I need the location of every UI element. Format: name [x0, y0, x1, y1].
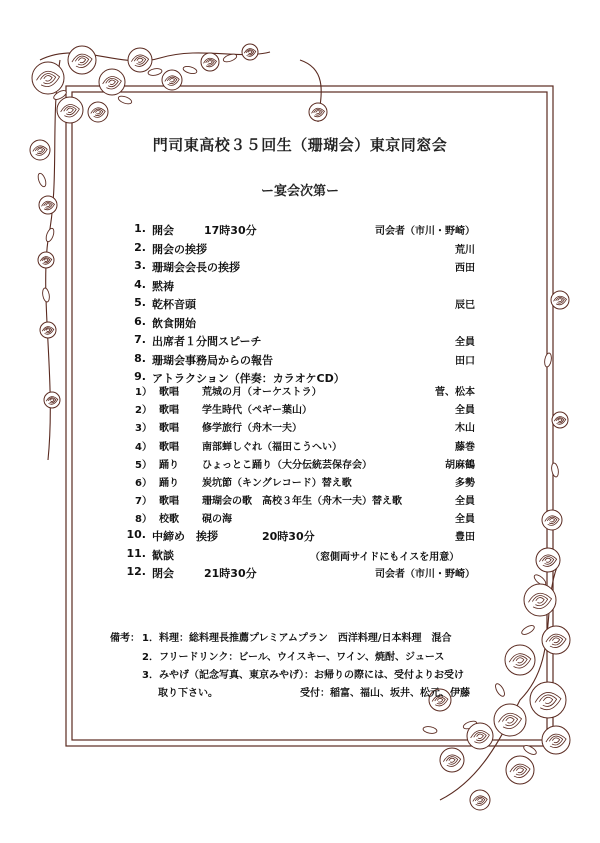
item-label: 開会 — [152, 224, 174, 237]
item-number: 3. — [134, 259, 146, 272]
item-number: 10. — [126, 528, 146, 541]
item-assignee: 全員 — [455, 337, 475, 348]
item-number: 8. — [134, 351, 146, 365]
page-title: 門司東高校３５回生（珊瑚会）東京同窓会 — [152, 136, 448, 154]
item-assignee: 司会者（市川・野崎） — [375, 226, 475, 237]
item-assignee: 胡麻鶴 — [445, 459, 475, 471]
rose-ornament — [68, 46, 96, 74]
rose-ornament — [40, 322, 56, 338]
leaf-ornament — [494, 682, 507, 697]
item-assignee: 全員 — [455, 496, 475, 508]
item-label: 珊瑚会会長の挨拶 — [152, 261, 240, 274]
leaf-ornament — [551, 463, 560, 478]
rose-ornament — [524, 584, 556, 616]
item-kind: 校歌 — [159, 514, 179, 526]
item-kind: 歌唱 — [159, 423, 179, 435]
item-kind: 歌唱 — [159, 387, 179, 398]
leaf-ornament — [148, 68, 163, 77]
rose-ornament — [505, 645, 535, 675]
reception-staff: 受付：稲富、福山、坂井、松元、伊藤 — [300, 688, 470, 699]
item-label: 歓談 — [152, 548, 174, 562]
item-number: 1） — [135, 387, 152, 398]
item-assignee: 荒川 — [455, 244, 475, 256]
item-label: アトラクション（伴奏：カラオケCD） — [152, 372, 345, 385]
rose-ornament — [440, 748, 464, 772]
item-time: 20時30分 — [262, 530, 315, 543]
rose-ornament — [494, 704, 526, 736]
item-piece: 荒城の月（オーケストラ） — [202, 387, 322, 398]
note-continuation: 取り下さい。 — [158, 688, 218, 699]
item-assignee: 辰巳 — [455, 300, 475, 311]
item-assignee: 豊田 — [455, 532, 475, 543]
rose-ornament — [44, 392, 60, 408]
rose-ornament — [536, 548, 560, 572]
item-number: 7） — [135, 496, 152, 508]
rose-ornament — [551, 291, 569, 309]
rose-ornament — [542, 510, 562, 530]
note-item: 3．みやげ（記念写真、東京みやげ）：お帰りの際には、受付よりお受け — [142, 670, 464, 681]
rose-ornament — [201, 53, 219, 71]
item-number: 12. — [126, 565, 146, 578]
item-piece: 修学旅行（舟木一夫） — [202, 423, 302, 435]
item-piece: 南部蝉しぐれ（福田こうへい） — [202, 441, 342, 453]
item-number: 9. — [134, 370, 146, 383]
item-kind: 歌唱 — [159, 496, 179, 508]
item-number: 5） — [135, 459, 152, 471]
item-assignee: 司会者（市川・野崎） — [375, 569, 475, 580]
item-time: 21時30分 — [204, 567, 257, 580]
rose-ornament — [88, 102, 108, 122]
item-assignee: 田口 — [455, 355, 475, 367]
leaf-ornament — [45, 227, 56, 242]
item-assignee: 菅、松本 — [435, 387, 475, 398]
item-label: 乾杯音頭 — [152, 298, 196, 311]
leaf-ornament — [42, 288, 51, 303]
rose-ornament — [99, 69, 125, 95]
rose-ornament — [57, 97, 83, 123]
rose-ornament — [470, 790, 490, 810]
item-assignee: 藤巻 — [455, 441, 475, 453]
item-label: 出席者１分間スピーチ — [152, 335, 262, 348]
note-item: 1．料理：総料理長推薦プレミアムプラン 西洋料理/日本料理 混合 — [142, 633, 452, 644]
item-piece: 硯の海 — [202, 514, 232, 526]
item-number: 4） — [135, 441, 152, 453]
item-note: （窓側両サイドにもイスを用意） — [310, 551, 460, 563]
item-label: 閉会 — [152, 567, 174, 580]
item-time: 17時30分 — [204, 224, 257, 237]
item-number: 6） — [135, 478, 152, 489]
item-label: 珊瑚会事務局からの報告 — [152, 353, 273, 367]
item-piece: 珊瑚会の歌 高校３年生（舟木一夫）替え歌 — [202, 496, 402, 508]
item-label: 飲食開始 — [152, 316, 196, 330]
rose-ornament — [552, 412, 568, 428]
item-label: 黙祷 — [152, 279, 174, 293]
rose-ornament — [530, 682, 566, 718]
item-number: 5. — [134, 296, 146, 309]
item-kind: 踊り — [159, 459, 179, 471]
item-number: 11. — [126, 546, 146, 560]
item-number: 7. — [134, 333, 146, 346]
rose-ornament — [506, 756, 534, 784]
rose-ornament — [32, 62, 64, 94]
item-kind: 踊り — [159, 478, 179, 489]
leaf-ornament — [182, 65, 197, 75]
rose-ornament — [467, 723, 493, 749]
item-assignee: 全員 — [455, 514, 475, 526]
item-number: 1. — [134, 222, 146, 235]
item-assignee: 木山 — [455, 423, 475, 435]
item-assignee: 多勢 — [455, 478, 475, 489]
item-number: 8） — [135, 514, 152, 526]
item-label: 中締め 挨拶 — [152, 530, 218, 543]
leaf-ornament — [117, 95, 132, 106]
item-number: 6. — [134, 314, 146, 328]
item-assignee: 西田 — [455, 263, 475, 274]
item-number: 2. — [134, 240, 146, 254]
item-kind: 歌唱 — [159, 441, 179, 453]
rose-ornament — [309, 103, 327, 121]
rose-ornament — [128, 48, 152, 72]
page-subtitle: ー宴会次第ー — [260, 184, 339, 199]
item-number: 4. — [134, 277, 146, 291]
item-kind: 歌唱 — [159, 405, 179, 417]
item-label: 開会の挨拶 — [152, 242, 207, 256]
item-number: 3） — [135, 423, 152, 435]
item-piece: ひょっとこ踊り（大分伝統芸保存会） — [202, 459, 372, 471]
rose-ornament — [542, 726, 570, 754]
leaf-ornament — [544, 353, 553, 368]
rose-ornament — [542, 626, 570, 654]
rose-ornament — [162, 70, 182, 90]
item-number: 2） — [135, 405, 152, 417]
notes-label: 備考： — [110, 633, 140, 644]
leaf-ornament — [423, 726, 438, 735]
rose-ornament — [38, 252, 54, 268]
note-item: 2．フリードリンク：ビール、ウイスキー、ワイン、焼酎、ジュース — [142, 652, 445, 663]
rose-ornament — [242, 44, 258, 60]
item-assignee: 全員 — [455, 405, 475, 417]
item-piece: 炭坑節（キングレコード）替え歌 — [202, 478, 352, 489]
leaf-ornament — [520, 624, 535, 637]
item-piece: 学生時代（ペギー葉山） — [202, 405, 312, 417]
